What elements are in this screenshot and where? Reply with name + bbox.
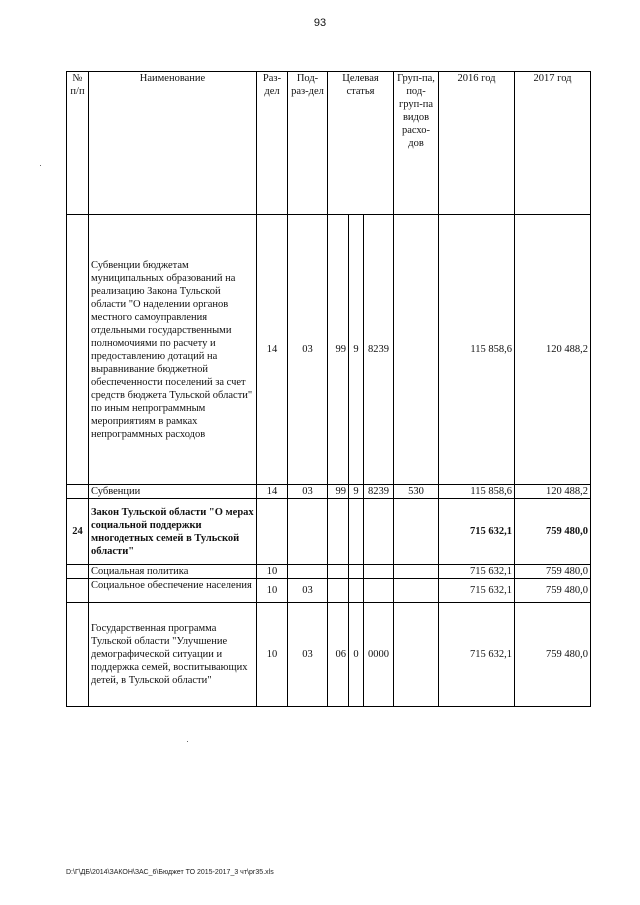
cell-name: Социальная политика — [89, 565, 257, 579]
scan-dot — [40, 165, 41, 166]
cell-target-sub — [349, 499, 364, 565]
cell-target-program: 06 — [328, 603, 349, 707]
header-2017: 2017 год — [515, 72, 591, 215]
cell-target-code: 8239 — [364, 215, 394, 485]
cell-num — [67, 603, 89, 707]
cell-razdel: 14 — [257, 215, 288, 485]
cell-target-program — [328, 565, 349, 579]
cell-target-program: 99 — [328, 485, 349, 499]
cell-group — [394, 499, 439, 565]
budget-table — [66, 71, 591, 707]
header-group: Груп-па, под-груп-па видов расхо-дов — [394, 72, 439, 215]
cell-2016: 715 632,1 — [439, 565, 515, 579]
page-number: 93 — [313, 17, 327, 29]
cell-razdel: 10 — [257, 603, 288, 707]
cell-name: Закон Тульской области "О мерах социальной поддержки многодетных семей в Тульской области" — [89, 499, 257, 565]
cell-2017: 120 488,2 — [515, 485, 591, 499]
cell-podrazdel — [288, 565, 328, 579]
cell-group — [394, 579, 439, 603]
header-name: Наименование — [89, 72, 257, 215]
cell-num — [67, 485, 89, 499]
cell-2016: 115 858,6 — [439, 485, 515, 499]
cell-razdel: 14 — [257, 485, 288, 499]
cell-target-program — [328, 499, 349, 565]
file-path-footer: D:\Г\ДБ\2014\ЗАКОН\ЗАС_6\Бюджет ТО 2015-2017_3 чт\рг35.xls — [66, 869, 274, 876]
table-row — [67, 579, 591, 603]
cell-target-program — [328, 579, 349, 603]
cell-razdel — [257, 499, 288, 565]
table-row — [67, 215, 591, 485]
header-podrazdel: Под-раз-дел — [288, 72, 328, 215]
cell-target-code: 0000 — [364, 603, 394, 707]
header-num: № п/п — [67, 72, 89, 215]
cell-num — [67, 215, 89, 485]
cell-group — [394, 603, 439, 707]
scan-dot — [187, 741, 188, 742]
cell-group — [394, 565, 439, 579]
cell-target-program: 99 — [328, 215, 349, 485]
cell-target-sub: 9 — [349, 485, 364, 499]
cell-num: 24 — [67, 499, 89, 565]
cell-group: 530 — [394, 485, 439, 499]
cell-2016: 715 632,1 — [439, 579, 515, 603]
cell-2017: 120 488,2 — [515, 215, 591, 485]
cell-target-sub — [349, 565, 364, 579]
cell-podrazdel: 03 — [288, 485, 328, 499]
cell-2017: 759 480,0 — [515, 603, 591, 707]
header-razdel: Раз-дел — [257, 72, 288, 215]
cell-podrazdel — [288, 499, 328, 565]
cell-group — [394, 215, 439, 485]
cell-target-sub: 9 — [349, 215, 364, 485]
cell-name: Субвенции бюджетам муниципальных образований на реализацию Закона Тульской области "О наделении органов местного самоуправления отдельными государственными полномочиями по расчету и предоставлению дотаций на выравнивание бюджетной обеспеченности поселений за счет средств бюджета Тульской области" по иным непрограммным мероприятиям в рамках непрограммных расходов — [89, 215, 257, 485]
cell-2017: 759 480,0 — [515, 579, 591, 603]
cell-2016: 715 632,1 — [439, 499, 515, 565]
table-row — [67, 485, 591, 499]
cell-podrazdel: 03 — [288, 603, 328, 707]
table-row — [67, 565, 591, 579]
cell-target-code — [364, 579, 394, 603]
cell-target-sub — [349, 579, 364, 603]
table-body — [67, 215, 591, 707]
header-2016: 2016 год — [439, 72, 515, 215]
cell-2016: 115 858,6 — [439, 215, 515, 485]
cell-2016: 715 632,1 — [439, 603, 515, 707]
cell-podrazdel: 03 — [288, 215, 328, 485]
table-row — [67, 603, 591, 707]
cell-2017: 759 480,0 — [515, 499, 591, 565]
cell-num — [67, 565, 89, 579]
cell-target-code: 8239 — [364, 485, 394, 499]
cell-target-code — [364, 565, 394, 579]
cell-target-sub: 0 — [349, 603, 364, 707]
cell-name: Субвенции — [89, 485, 257, 499]
cell-name: Социальное обеспечение населения — [89, 579, 257, 603]
table-header-row — [67, 72, 591, 215]
table-row — [67, 499, 591, 565]
header-target: Целевая статья — [328, 72, 394, 215]
cell-razdel: 10 — [257, 579, 288, 603]
cell-podrazdel: 03 — [288, 579, 328, 603]
cell-num — [67, 579, 89, 603]
cell-razdel: 10 — [257, 565, 288, 579]
cell-2017: 759 480,0 — [515, 565, 591, 579]
cell-target-code — [364, 499, 394, 565]
cell-name: Государственная программа Тульской области "Улучшение демографической ситуации и поддержка семей, воспитывающих детей, в Тульской области" — [89, 603, 257, 707]
